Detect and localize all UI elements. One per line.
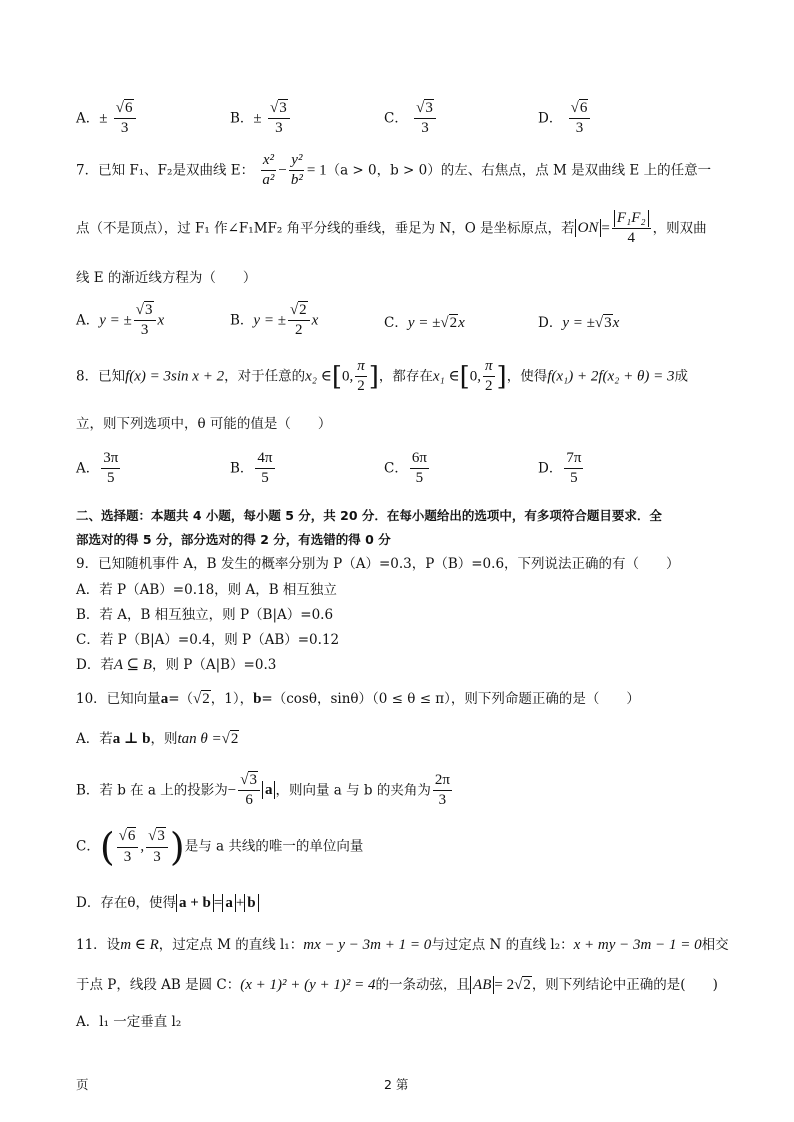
q7-options xyxy=(76,298,716,338)
q8-line-2: 立，则下列选项中，θ 可能的值是（ ） xyxy=(76,416,332,432)
q7-frac-y: $\frac{\text{y²}}{\text{b²}}$ xyxy=(290,152,303,189)
q9-option-a: A．若 P（AB）=0.18，则 A，B 相互独立 xyxy=(76,582,337,598)
q9-stem: 9．已知随机事件 A，B 发生的概率分别为 P（A）=0.3，P（B）=0.6，下列说法正确的有（ ） xyxy=(76,556,680,572)
q6-option-c: C． $\frac{√3}{3}$ xyxy=(384,100,438,138)
q8-option-c: C． $\frac{6\pi}{5}$ xyxy=(384,450,427,487)
footer-left: 页 xyxy=(76,1077,89,1092)
section-2-heading-cont: 部选对的得 5 分，部分选对的得 2 分，有选错的得 0 分 xyxy=(76,532,391,547)
q7-line-1: 7．已知 F₁、F₂是双曲线 E： $\frac{\text{x²}}{\text{a²}}$ − $\frac{\text{y²}}{\text{b²}}$ = 1（a > 0，b > 0）的左、右焦点，点 M 是双曲线 E 上的任意一 xyxy=(76,152,712,189)
q7-frac-x: $\frac{\text{x²}}{\text{a²}}$ xyxy=(262,152,275,189)
q10-option-d: D．存在θ，使得 a + b = a + b xyxy=(76,894,259,912)
q8-option-a: A． $\frac{3\pi}{5}$ xyxy=(76,450,119,487)
q9-option-b: B．若 A，B 相互独立，则 P（B|A）=0.6 xyxy=(76,607,334,623)
q7-option-b: B．y = ± $\frac{√2}{2}$ x xyxy=(230,302,319,339)
q8-option-d: D． $\frac{7\pi}{5}$ xyxy=(538,450,582,487)
q11-option-a: A．l₁ 一定垂直 l₂ xyxy=(76,1014,182,1030)
q7-option-c: C．y = ±√2x xyxy=(384,315,465,331)
q7-line-2: 点（不是顶点），过 F₁ 作∠F₁MF₂ 角平分线的垂线，垂足为 N，O 是坐标原点，若 ON = $\frac{\text{F₁F₂}}{4}$ ，则双曲 xyxy=(76,210,707,247)
q10-option-a: A．若a ⊥ b，则tan θ =√2 xyxy=(76,731,239,747)
q7-line-3: 线 E 的渐近线方程为（ ） xyxy=(76,270,257,286)
q10-stem: 10．已知向量a=（√2，1），b=（cosθ，sinθ）（0 ≤ θ ≤ π），则下列命题正确的是（ ） xyxy=(76,691,640,707)
q11-line-2: 于点 P，线段 AB 是圆 C：(x + 1)² + (y + 1)² = 4的一条动弦，且 AB = 2√2，则下列结论中正确的是( ) xyxy=(76,977,718,993)
q6-option-a: A．± $\frac{√6}{3}$ xyxy=(76,100,138,138)
q8-option-b: B． $\frac{4\pi}{5}$ xyxy=(230,450,273,487)
q11-line-1: 11．设m ∈ R，过定点 M 的直线 l₁：mx − y − 3m + 1 = 0与过定点 N 的直线 l₂：x + my − 3m − 1 = 0相交 xyxy=(76,937,729,953)
q8-options xyxy=(76,446,716,490)
q6-option-b: B．± $\frac{√3}{3}$ xyxy=(230,100,292,138)
q10-option-c: C．( $\frac{√6}{3}$ , $\frac{√3}{3}$ )是与 a 共线的唯一的单位向量 xyxy=(76,825,364,869)
section-2-heading: 二、选择题：本题共 4 小题，每小题 5 分，共 20 分．在每小题给出的选项中，有多项符合题目要求．全 xyxy=(76,508,662,523)
q10-option-b: B．若 b 在 a 上的投影为− $\frac{√3}{6}$ a ，则向量 a 与 b 的夹角为 $\frac{2\pi}{3}$ xyxy=(76,772,450,809)
q6-options xyxy=(76,92,716,137)
q7-on-abs: ON xyxy=(575,219,602,237)
q7-option-a: A．y = ± $\frac{√3}{3}$ x xyxy=(76,302,165,339)
q6-option-d: D． $\frac{√6}{3}$ xyxy=(538,100,592,138)
q8-line-1: 8．已知f(x) = 3sin x + 2，对于任意的x₂ ∈[0, $\frac{\pi}{2}$ ]，都存在x₁ ∈[0, $\frac{\pi}{2}$ ]，使得f(x₁) + 2f(x₂ + θ) = 3成 xyxy=(76,358,688,395)
q9-option-c: C．若 P（B|A）=0.4，则 P（AB）=0.12 xyxy=(76,632,340,648)
q7-option-d: D．y = ±√3x xyxy=(538,315,620,331)
q9-option-d: D．若A ⊆ B，则 P（A|B）=0.3 xyxy=(76,657,277,673)
footer-page-number: 2 第 xyxy=(384,1077,409,1092)
